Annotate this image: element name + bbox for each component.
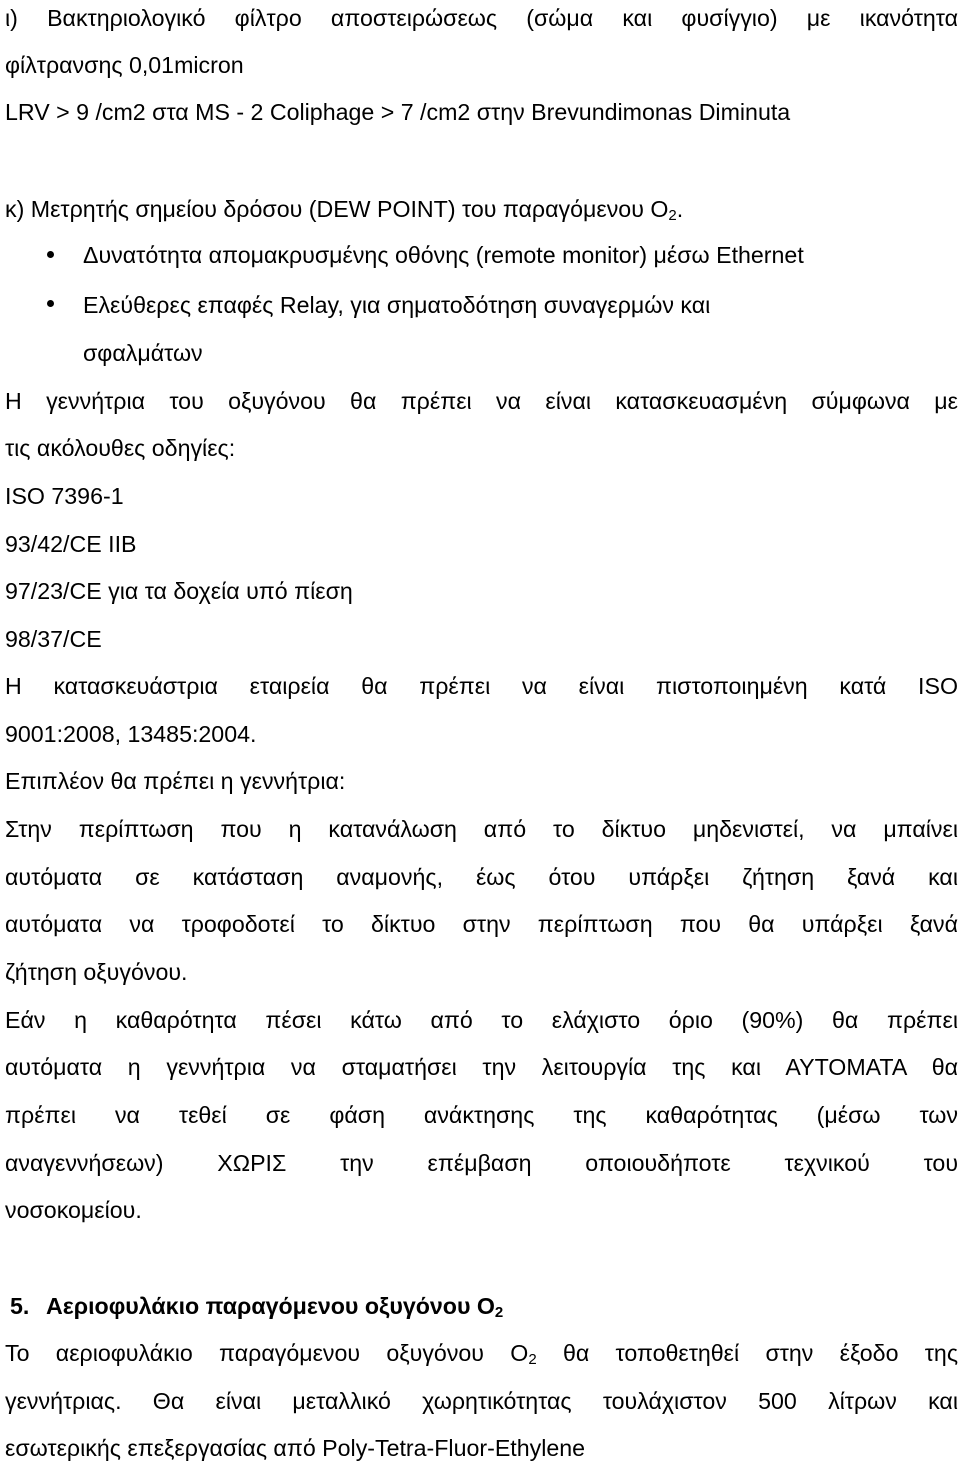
paragraph-line: πρέπει να τεθεί σε φάση ανάκτησης της καθαρότητας (μέσω των: [5, 1102, 958, 1128]
paragraph-line: Επιπλέον θα πρέπει η γεννήτρια:: [5, 768, 346, 794]
spec-item-lrv-line: LRV > 9 /cm2 στα MS - 2 Coliphage > 7 /cm2 στην Brevundimonas Diminuta: [5, 99, 791, 125]
spec-item-k-line: [5, 194, 958, 224]
paragraph-line: Η γεννήτρια του οξυγόνου θα πρέπει να είναι κατασκευασμένη σύμφωνα με: [5, 388, 958, 414]
section-title-subscript: 2: [494, 1304, 504, 1321]
section-title: [46, 1291, 503, 1321]
section-heading: [5, 1291, 958, 1321]
standard-item: ISO 7396-1: [5, 483, 124, 509]
spec-item-i-line-2: φίλτρανσης 0,01micron: [5, 52, 244, 78]
standard-item: 93/42/CE IIB: [5, 531, 137, 557]
bullet-icon: [47, 251, 54, 258]
dew-point-subscript: 2: [668, 207, 677, 224]
paragraph-line: Στην περίπτωση που η κατανάλωση από το δίκτυο μηδενιστεί, να μπαίνει: [5, 816, 958, 842]
paragraph-line: Η κατασκευάστρια εταιρεία θα πρέπει να είναι πιστοποιημένη κατά ISO: [5, 673, 958, 699]
section-body-line-1: [5, 1338, 958, 1368]
section-body-line-2: γεννήτριας. Θα είναι μεταλλικό χωρητικότητας τουλάχιστον 500 λίτρων και: [5, 1388, 958, 1414]
paragraph-line: τις ακόλουθες οδηγίες:: [5, 435, 236, 461]
section-body-text: Το αεριοφυλάκιο παραγόμενου οξυγόνου O: [5, 1340, 529, 1366]
paragraph-line: ζήτηση οξυγόνου.: [5, 959, 188, 985]
bullet-icon: [47, 300, 54, 307]
dew-point-period: .: [676, 196, 684, 222]
bullet-remote-monitor: Δυνατότητα απομακρυσμένης οθόνης (remote monitor) μέσω Ethernet: [83, 242, 804, 268]
section-body-line-3: εσωτερικής επεξεργασίας από Poly-Tetra-Fluor-Ethylene: [5, 1435, 586, 1461]
spec-item-i-line-1: ι) Βακτηριολογικό φίλτρο αποστειρώσεως (σώμα και φυσίγγιο) με ικανότητα: [5, 5, 958, 31]
section-number: 5.: [10, 1293, 30, 1319]
paragraph-line: νοσοκομείου.: [5, 1197, 142, 1223]
paragraph-line: Εάν η καθαρότητα πέσει κάτω από το ελάχιστο όριο (90%) θα πρέπει: [5, 1007, 958, 1033]
standard-item: 98/37/CE: [5, 626, 102, 652]
paragraph-line: αυτόματα η γεννήτρια να σταματήσει την λειτουργία της και ΑΥΤΟΜΑΤΑ θα: [5, 1054, 958, 1080]
dew-point-text: κ) Μετρητής σημείου δρόσου (DEW POINT) του παραγόμενου O: [5, 196, 669, 222]
section-body-text-after: θα τοποθετηθεί στην έξοδο της: [536, 1340, 958, 1366]
bullet-relay-contacts-cont: σφαλμάτων: [83, 340, 203, 366]
paragraph-line: 9001:2008, 13485:2004.: [5, 721, 257, 747]
section-body-subscript: 2: [528, 1351, 537, 1368]
bullet-relay-contacts: Ελεύθερες επαφές Relay, για σηματοδότηση συναγερμών και: [83, 292, 711, 318]
paragraph-line: αυτόματα να τροφοδοτεί το δίκτυο στην περίπτωση που θα υπάρξει ξανά: [5, 911, 958, 937]
paragraph-line: αναγεννήσεων) ΧΩΡΙΣ την επέμβαση οποιουδήποτε τεχνικού του: [5, 1150, 958, 1176]
paragraph-line: αυτόματα σε κατάσταση αναμονής, έως ότου υπάρξει ζήτηση ξανά και: [5, 864, 958, 890]
section-title-text: Αεριοφυλάκιο παραγόμενου οξυγόνου O: [46, 1293, 495, 1319]
standard-item: 97/23/CE για τα δοχεία υπό πίεση: [5, 578, 353, 604]
